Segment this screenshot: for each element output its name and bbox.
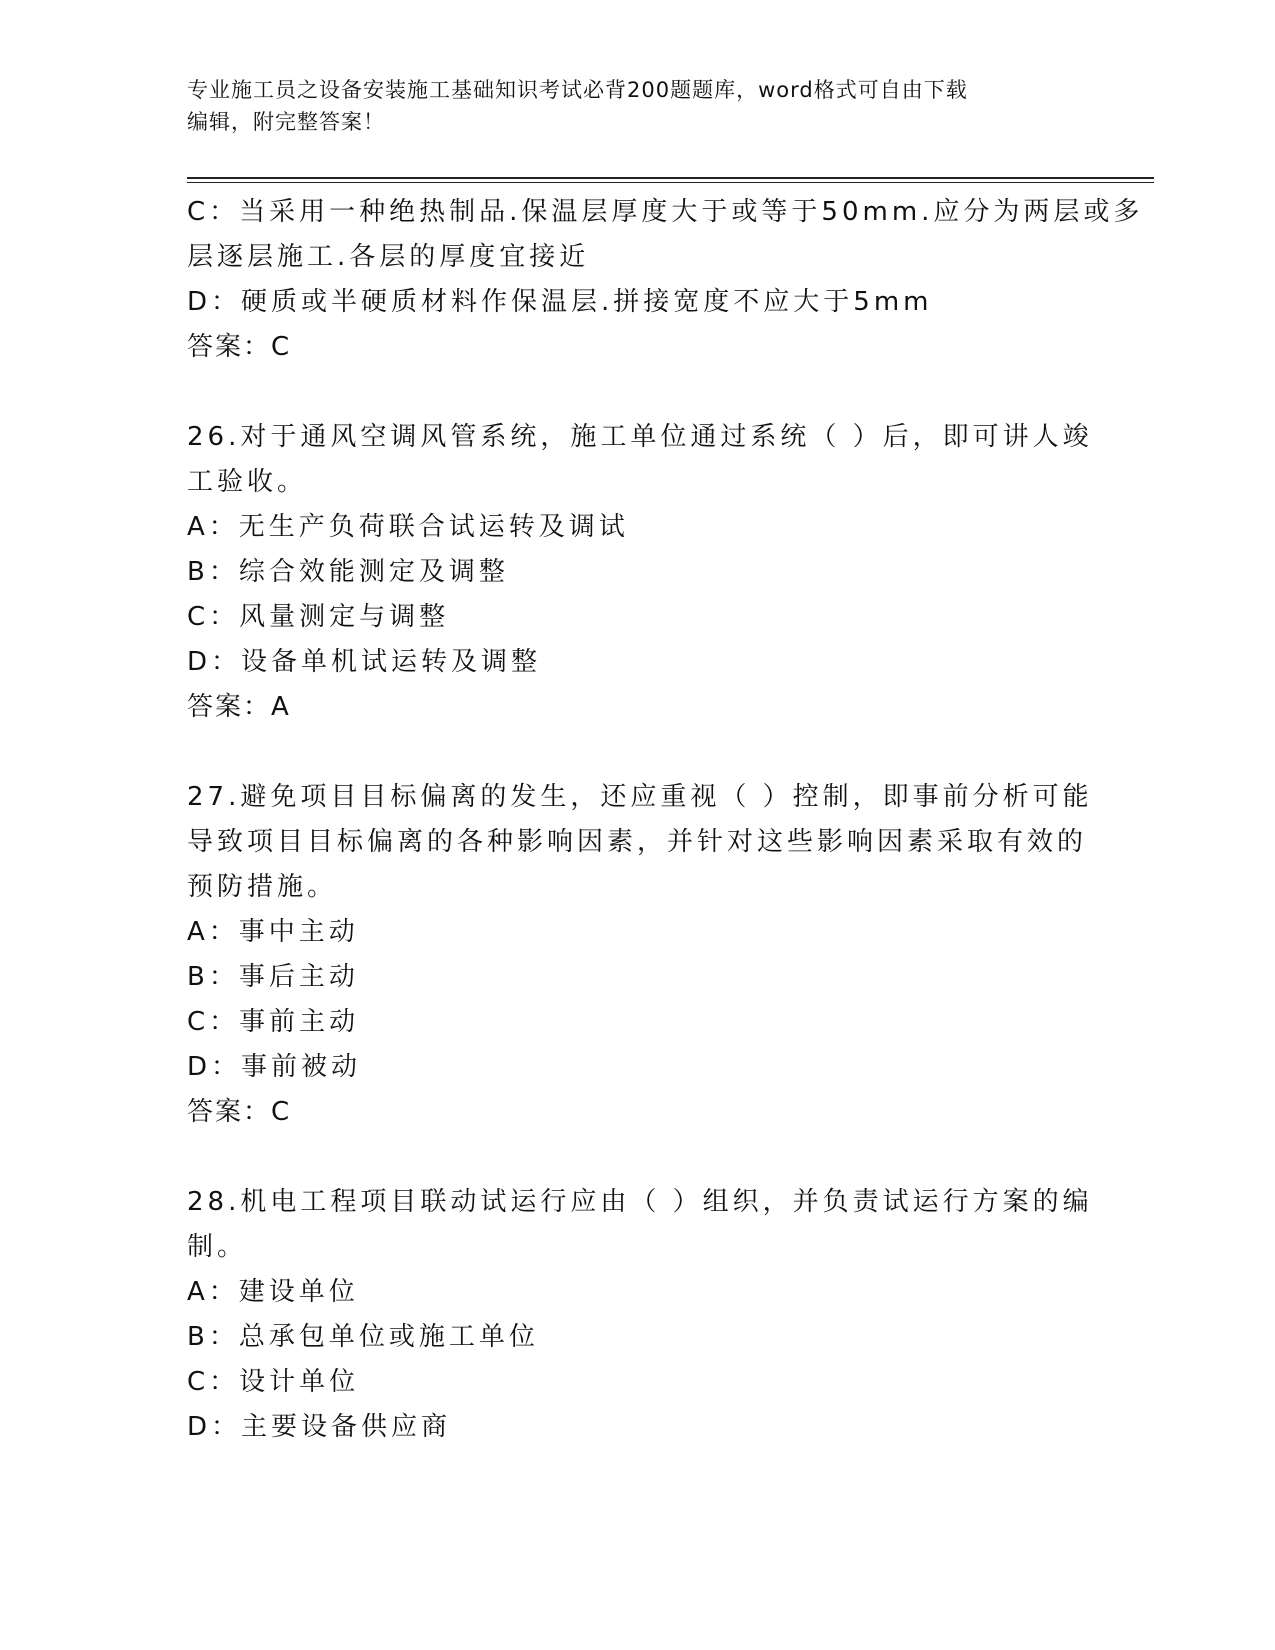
spacer xyxy=(187,1135,1087,1180)
question-stem-line: 导致项目目标偏离的各种影响因素，并针对这些影响因素采取有效的 xyxy=(187,827,1088,857)
prev-question-block xyxy=(187,190,1144,370)
answer-line: 答案：C xyxy=(187,1097,292,1127)
option-a: A：建设单位 xyxy=(187,1277,359,1307)
question-stem-line: 工验收。 xyxy=(187,467,308,497)
question-27 xyxy=(187,775,1093,1135)
option-c-line-2: 层逐层施工.各层的厚度宜接近 xyxy=(187,242,590,272)
option-c: C：事前主动 xyxy=(187,1007,360,1037)
question-26 xyxy=(187,415,1093,730)
header-title-line-2: 编辑，附完整答案！ xyxy=(187,110,385,134)
option-c: C：风量测定与调整 xyxy=(187,602,450,632)
option-d: D：主要设备供应商 xyxy=(187,1412,452,1442)
option-b: B：总承包单位或施工单位 xyxy=(187,1322,539,1352)
option-b: B：事后主动 xyxy=(187,962,359,992)
question-stem-line: 26.对于通风空调风管系统，施工单位通过系统（ ）后，即可讲人竣 xyxy=(187,422,1093,452)
spacer xyxy=(187,730,1087,775)
header-divider-thick xyxy=(187,177,1154,179)
answer-line: 答案：C xyxy=(187,332,292,362)
spacer xyxy=(187,370,1087,415)
question-28 xyxy=(187,1180,1093,1450)
option-d: D：设备单机试运转及调整 xyxy=(187,647,542,677)
option-c: C：设计单位 xyxy=(187,1367,360,1397)
option-c-line-1: C：当采用一种绝热制品.保温层厚度大于或等于50mm.应分为两层或多 xyxy=(187,197,1144,227)
question-stem-line: 制。 xyxy=(187,1232,248,1262)
answer-line: 答案：A xyxy=(187,692,291,722)
question-content xyxy=(187,190,1144,1450)
option-a: A：事中主动 xyxy=(187,917,359,947)
question-stem-line: 28.机电工程项目联动试运行应由（ ）组织，并负责试运行方案的编 xyxy=(187,1187,1093,1217)
question-stem-line: 预防措施。 xyxy=(187,872,338,902)
option-b: B：综合效能测定及调整 xyxy=(187,557,509,587)
question-stem-line: 27.避免项目目标偏离的发生，还应重视（ ）控制，即事前分析可能 xyxy=(187,782,1093,812)
option-d: D：事前被动 xyxy=(187,1052,362,1082)
option-d: D：硬质或半硬质材料作保温层.拼接宽度不应大于5mm xyxy=(187,287,933,317)
header-divider-thin xyxy=(187,182,1154,183)
header-title-line-1: 专业施工员之设备安装施工基础知识考试必背200题题库，word格式可自由下载 xyxy=(187,78,968,102)
option-a: A：无生产负荷联合试运转及调试 xyxy=(187,512,629,542)
document-header xyxy=(187,74,1087,138)
